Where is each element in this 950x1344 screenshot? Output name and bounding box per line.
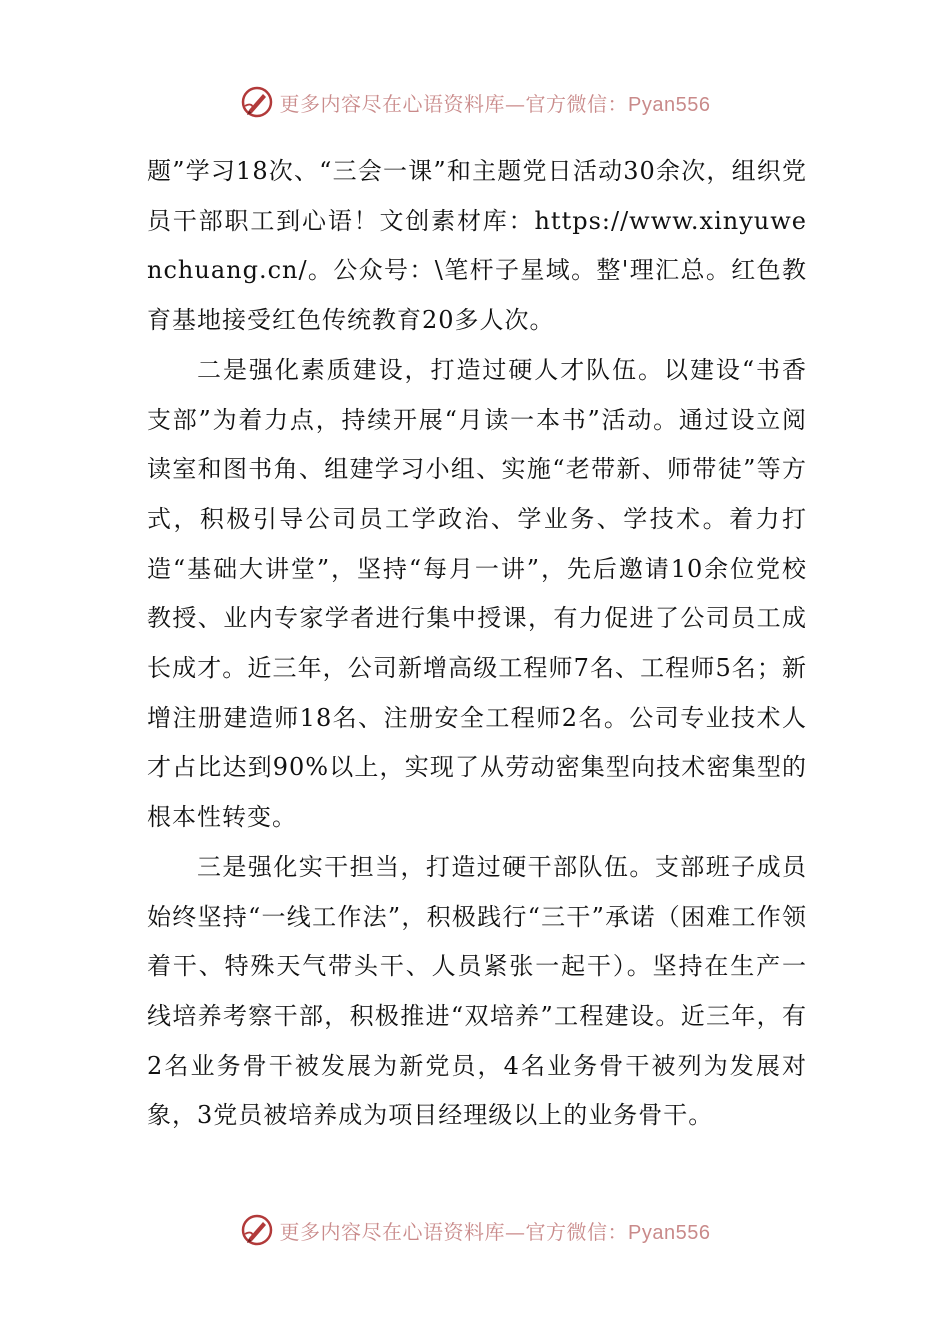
footer-watermark <box>0 1208 950 1252</box>
header-watermark <box>0 80 950 124</box>
watermark-text: 更多内容尽在心语资料库—官方微信：Pyan556 <box>279 1219 711 1244</box>
wechat-id: Pyan556 <box>628 93 711 116</box>
document-body <box>147 147 807 1141</box>
paragraph-talent-team: 二是强化素质建设，打造过硬人才队伍。以建设“书香支部”为着力点，持续开展“月读一本书”活动。通过设立阅读室和图书角、组建学习小组、实施“老带新、师带徒”等方式，积极引导公司员工学政治、学业务、学技术。着力打造“基础大讲堂”，坚持“每月一讲”，先后邀请10余位党校教授、业内专家学者进行集中授课，有力促进了公司员工成长成才。近三年，公司新增高级工程师7名、工程师5名；新增注册建造师18名、注册安全工程师2名。公司专业技术人才占比达到90%以上，实现了从劳动密集型向技术密集型的根本性转变。 <box>147 355 807 832</box>
wechat-id: Pyan556 <box>628 1221 711 1244</box>
watermark-text: 更多内容尽在心语资料库—官方微信：Pyan556 <box>279 91 711 116</box>
paragraph-cadre-team: 三是强化实干担当，打造过硬干部队伍。支部班子成员始终坚持“一线工作法”，积极践行“三干”承诺（困难工作领着干、特殊天气带头干、人员紧张一起干）。坚持在生产一线培养考察干部，积极推进“双培养”工程建设。近三年，有2名业务骨干被发展为新党员，4名业务骨干被列为发展对象，3党员被培养成为项目经理级以上的业务骨干。 <box>147 852 807 1130</box>
pen-logo-icon <box>240 1213 274 1247</box>
paragraph-continuation: 题”学习18次、“三会一课”和主题党日活动30余次，组织党员干部职工到心语！文创素材库：https://www.xinyuwenchuang.cn/。公众号：\笔杆子星域。整'理汇总。红色教育基地接受红色传统教育20多人次。 <box>147 157 807 335</box>
pen-logo-icon <box>240 85 274 119</box>
